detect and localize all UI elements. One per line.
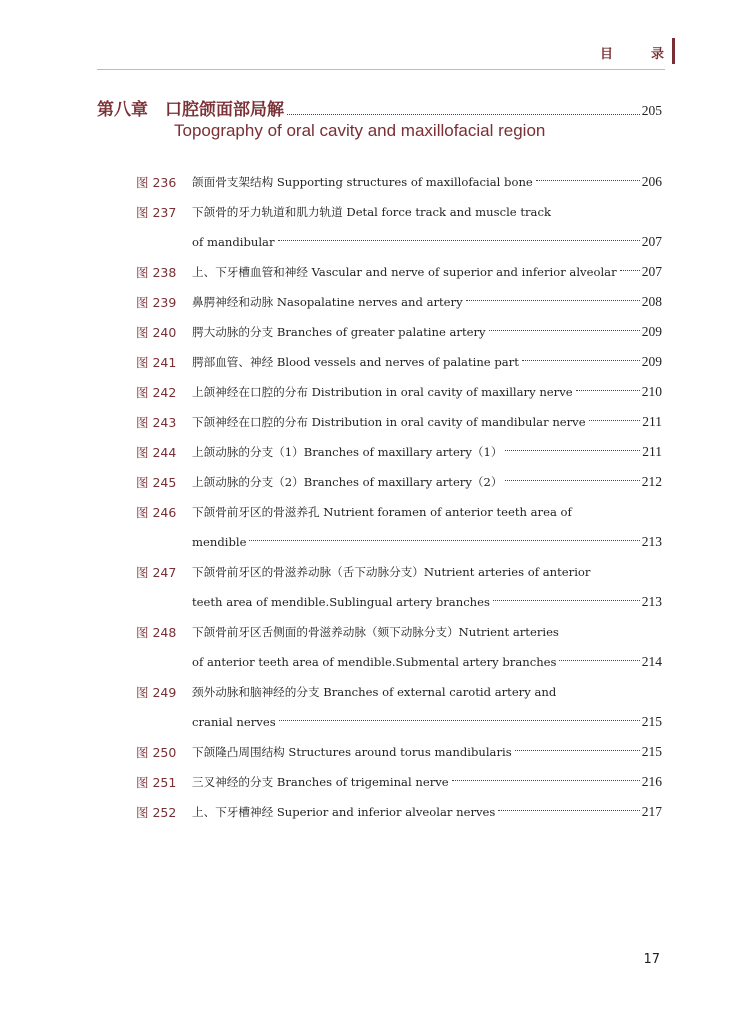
entry-page-number: 215 — [641, 744, 662, 759]
toc-entry-line — [136, 167, 662, 197]
toc-entry-line — [136, 737, 662, 767]
page-number: 17 — [643, 952, 660, 967]
leader-dots — [287, 114, 640, 115]
toc-entry-line — [136, 797, 662, 827]
entry-page-number: 213 — [641, 594, 662, 609]
toc-entry-line — [136, 347, 662, 377]
figure-caption: 上颌动脉的分支（1）Branches of maxillary artery（1） — [192, 445, 503, 459]
running-header-char-2: 录 — [650, 46, 664, 62]
figure-number: 图 245 — [136, 475, 177, 490]
leader-dots — [249, 540, 639, 541]
figure-number: 图 236 — [136, 175, 177, 190]
toc-entry[interactable] — [136, 317, 662, 347]
toc-entry[interactable] — [136, 497, 662, 557]
figure-caption: 颌面骨支架结构 Supporting structures of maxillofacial bone — [192, 175, 533, 189]
toc-entry-line — [136, 707, 662, 737]
leader-dots — [493, 600, 640, 601]
toc-entry-line — [136, 527, 662, 557]
entry-page-number: 213 — [641, 534, 662, 549]
leader-dots — [466, 300, 640, 301]
toc-entry-line — [136, 407, 662, 437]
toc-entry[interactable] — [136, 737, 662, 767]
figure-number: 图 242 — [136, 385, 177, 400]
leader-dots — [279, 720, 640, 721]
figure-caption: of anterior teeth area of mendible.Submental artery branches — [192, 655, 557, 669]
figure-number: 图 238 — [136, 265, 177, 280]
leader-dots — [620, 270, 640, 271]
figure-caption: 上颌动脉的分支（2）Branches of maxillary artery（2） — [192, 475, 503, 489]
toc-entry-line — [136, 257, 662, 287]
toc-entry-list — [136, 167, 662, 827]
leader-dots — [559, 660, 639, 661]
header-accent-bar — [672, 38, 675, 64]
toc-entry[interactable] — [136, 677, 662, 737]
toc-entry[interactable] — [136, 407, 662, 437]
toc-entry-line — [136, 467, 662, 497]
figure-number: 图 250 — [136, 745, 177, 760]
chapter-title-english: Topography of oral cavity and maxillofacial region — [174, 121, 546, 140]
entry-page-number: 209 — [641, 354, 662, 369]
entry-page-number: 211 — [642, 414, 662, 429]
figure-number: 图 241 — [136, 355, 177, 370]
entry-page-number: 215 — [641, 714, 662, 729]
chapter-page-number: 205 — [641, 103, 662, 118]
figure-caption: of mandibular — [192, 235, 275, 249]
entry-page-number: 207 — [641, 264, 662, 279]
toc-entry[interactable] — [136, 437, 662, 467]
figure-number: 图 244 — [136, 445, 177, 460]
figure-number: 图 246 — [136, 505, 177, 520]
entry-page-number: 214 — [641, 654, 662, 669]
figure-number: 图 237 — [136, 205, 177, 220]
toc-entry[interactable] — [136, 257, 662, 287]
figure-number: 图 249 — [136, 685, 177, 700]
toc-entry-line — [136, 317, 662, 347]
toc-entry-line — [136, 497, 662, 527]
entry-page-number: 212 — [641, 474, 662, 489]
leader-dots — [505, 450, 640, 451]
toc-entry[interactable] — [136, 767, 662, 797]
leader-dots — [515, 750, 640, 751]
leader-dots — [278, 240, 640, 241]
figure-caption: 三叉神经的分支 Branches of trigeminal nerve — [192, 775, 449, 789]
entry-page-number: 206 — [641, 174, 662, 189]
leader-dots — [536, 180, 640, 181]
toc-entry-line — [136, 557, 662, 587]
toc-entry[interactable] — [136, 377, 662, 407]
figure-caption: 上颌神经在口腔的分布 Distribution in oral cavity of maxillary nerve — [192, 385, 573, 399]
figure-caption: 上、下牙槽血管和神经 Vascular and nerve of superior and inferior alveolar — [192, 265, 617, 279]
toc-entry-line — [136, 197, 662, 227]
figure-number: 图 251 — [136, 775, 177, 790]
figure-caption: 下颌骨前牙区的骨滋养动脉（舌下动脉分支）Nutrient arteries of anterior — [192, 565, 591, 579]
toc-entry-line — [136, 587, 662, 617]
chapter-title: 第八章 口腔颌面部局解 — [97, 100, 284, 120]
toc-entry-line — [136, 767, 662, 797]
entry-page-number: 217 — [641, 804, 662, 819]
entry-page-number: 208 — [641, 294, 662, 309]
figure-caption: 下颌隆凸周围结构 Structures around torus mandibularis — [192, 745, 512, 759]
chapter-heading — [97, 95, 662, 141]
running-header-char-1: 目 — [600, 46, 614, 62]
toc-entry[interactable] — [136, 797, 662, 827]
entry-page-number: 210 — [641, 384, 662, 399]
figure-caption: 鼻腭神经和动脉 Nasopalatine nerves and artery — [192, 295, 463, 309]
toc-entry[interactable] — [136, 467, 662, 497]
figure-caption: 上、下牙槽神经 Superior and inferior alveolar nerves — [192, 805, 496, 819]
leader-dots — [505, 480, 639, 481]
toc-entry-line — [136, 377, 662, 407]
figure-caption: 下颌神经在口腔的分布 Distribution in oral cavity of mandibular nerve — [192, 415, 586, 429]
leader-dots — [589, 420, 641, 421]
toc-entry-line — [136, 437, 662, 467]
figure-caption: cranial nerves — [192, 715, 276, 729]
toc-entry[interactable] — [136, 557, 662, 617]
toc-entry-line — [136, 677, 662, 707]
toc-entry[interactable] — [136, 617, 662, 677]
figure-number: 图 247 — [136, 565, 177, 580]
leader-dots — [576, 390, 640, 391]
toc-entry[interactable] — [136, 167, 662, 197]
toc-entry[interactable] — [136, 287, 662, 317]
figure-number: 图 240 — [136, 325, 177, 340]
figure-number: 图 252 — [136, 805, 177, 820]
running-header — [600, 42, 664, 62]
leader-dots — [452, 780, 640, 781]
figure-caption: 腭部血管、神经 Blood vessels and nerves of palatine part — [192, 355, 519, 369]
header-divider — [97, 69, 665, 70]
leader-dots — [522, 360, 640, 361]
leader-dots — [498, 810, 639, 811]
toc-entry[interactable] — [136, 347, 662, 377]
figure-number: 图 239 — [136, 295, 177, 310]
leader-dots — [489, 330, 640, 331]
figure-number: 图 248 — [136, 625, 177, 640]
entry-page-number: 216 — [641, 774, 662, 789]
entry-page-number: 209 — [641, 324, 662, 339]
figure-number: 图 243 — [136, 415, 177, 430]
entry-page-number: 211 — [642, 444, 662, 459]
figure-caption: 下颌骨前牙区舌侧面的骨滋养动脉（颏下动脉分支）Nutrient arteries — [192, 625, 559, 639]
entry-page-number: 207 — [641, 234, 662, 249]
figure-caption: 腭大动脉的分支 Branches of greater palatine artery — [192, 325, 486, 339]
figure-caption: teeth area of mendible.Sublingual artery branches — [192, 595, 490, 609]
toc-entry-line — [136, 227, 662, 257]
toc-entry-line — [136, 617, 662, 647]
figure-caption: mendible — [192, 535, 247, 549]
figure-caption: 下颌骨前牙区的骨滋养孔 Nutrient foramen of anterior teeth area of — [192, 505, 572, 519]
figure-caption: 下颌骨的牙力轨道和肌力轨道 Detal force track and muscle track — [192, 205, 551, 219]
toc-entry-line — [136, 287, 662, 317]
figure-caption: 颈外动脉和脑神经的分支 Branches of external carotid artery and — [192, 685, 557, 699]
toc-entry-line — [136, 647, 662, 677]
toc-entry[interactable] — [136, 197, 662, 257]
